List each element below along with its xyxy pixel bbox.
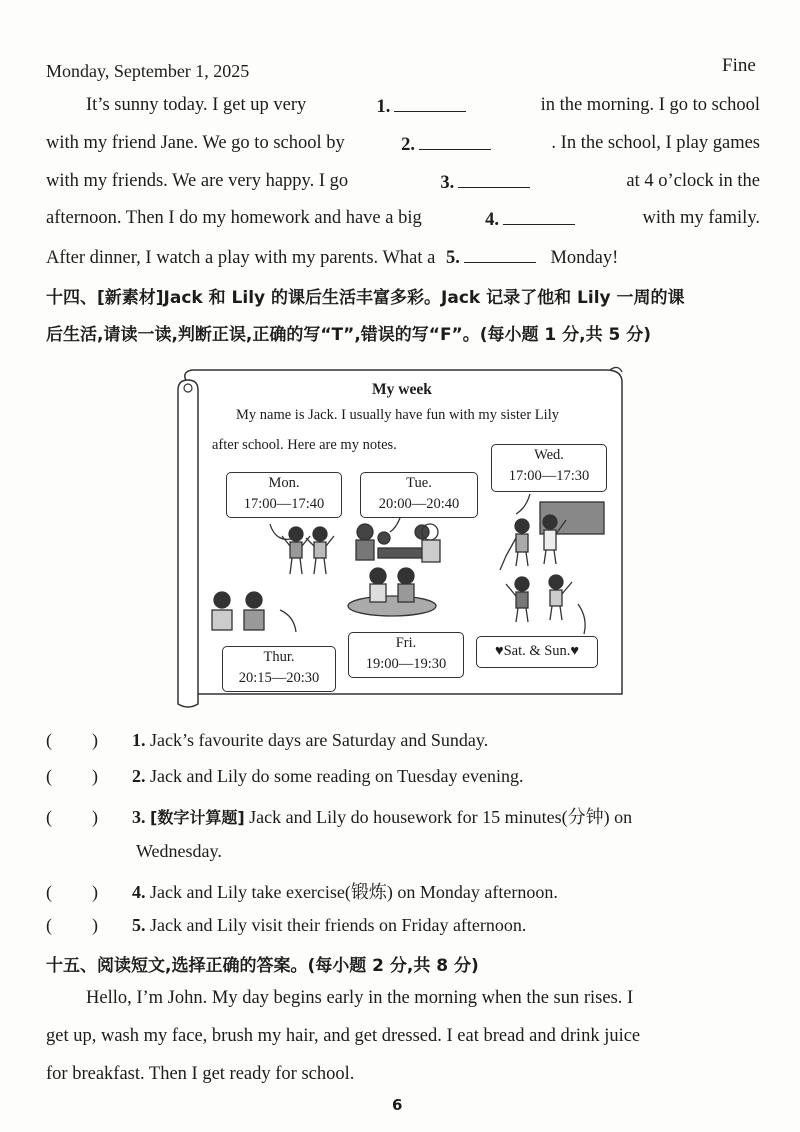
scroll-intro-1: My name is Jack. I usually have fun with my sister Lily (236, 407, 559, 423)
scroll-intro-2: after school. Here are my notes. (212, 437, 397, 453)
diary-line-4: afternoon. Then I do my homework and have a big 4. with my family. (46, 208, 760, 230)
scroll-title: My week (372, 381, 432, 398)
question-2: ( ) 2. Jack and Lily do some reading on Tuesday evening. (46, 766, 524, 786)
passage-line-3: for breakfast. Then I get ready for school. (46, 1064, 355, 1084)
passage-line-2: get up, wash my face, brush my hair, and get dressed. I eat bread and drink juice (46, 1026, 641, 1046)
diary-line-3: with my friends. We are very happy. I go 3. at 4 o’clock in the (46, 171, 760, 193)
blank-2[interactable] (419, 133, 491, 150)
answer-slot-2[interactable]: ( ) (46, 766, 98, 786)
diary-line-1: It’s sunny today. I get up very 1. in the morning. I go to school (86, 95, 760, 117)
note-friday: Fri. 19:00—19:30 (348, 632, 464, 678)
note-wednesday: Wed. 17:00—17:30 (491, 444, 607, 492)
blank-1[interactable] (394, 95, 466, 112)
section-14-heading-line1: 十四、[新素材]Jack 和 Lily 的课后生活丰富多彩。Jack 记录了他和 Lily 一周的课 (46, 288, 685, 308)
note-monday: Mon. 17:00—17:40 (226, 472, 342, 518)
diary-line-2: with my friend Jane. We go to school by 2. . In the school, I play games (46, 133, 760, 155)
answer-slot-4[interactable]: ( ) (46, 882, 98, 902)
question-3-continued: Wednesday. (136, 841, 222, 861)
question-3: ( ) 3. [数字计算题] Jack and Lily do housework for 15 minutes(分钟) on (46, 807, 633, 827)
blank-4[interactable] (503, 208, 575, 225)
section-15-heading: 十五、阅读短文,选择正确的答案。(每小题 2 分,共 8 分) (46, 956, 479, 976)
diary-line-5: After dinner, I watch a play with my parents. What a 5. Monday! (46, 248, 619, 268)
note-weekend: ♥Sat. & Sun.♥ (476, 636, 598, 668)
page-number: 6 (392, 1096, 403, 1114)
answer-slot-3[interactable]: ( ) (46, 807, 98, 827)
section-14-heading-line2: 后生活,请读一读,判断正误,正确的写“T”,错误的写“F”。(每小题 1 分,共 5 分) (46, 325, 652, 345)
diary-date: Monday, September 1, 2025 (46, 61, 250, 81)
blank-3[interactable] (458, 171, 530, 188)
activity-illustrations (200, 488, 620, 648)
blank-5[interactable] (464, 246, 536, 263)
answer-slot-1[interactable]: ( ) (46, 730, 98, 750)
question-4: ( ) 4. Jack and Lily take exercise(锻炼) on Monday afternoon. (46, 882, 558, 902)
question-5: ( ) 5. Jack and Lily visit their friends on Friday afternoon. (46, 915, 527, 935)
diary-weather: Fine (722, 55, 756, 76)
passage-line-1: Hello, I’m John. My day begins early in the morning when the sun rises. I (86, 988, 634, 1008)
note-tuesday: Tue. 20:00—20:40 (360, 472, 478, 518)
answer-slot-5[interactable]: ( ) (46, 915, 98, 935)
note-thursday: Thur. 20:15—20:30 (222, 646, 336, 692)
question-1: ( ) 1. Jack’s favourite days are Saturday and Sunday. (46, 730, 489, 750)
